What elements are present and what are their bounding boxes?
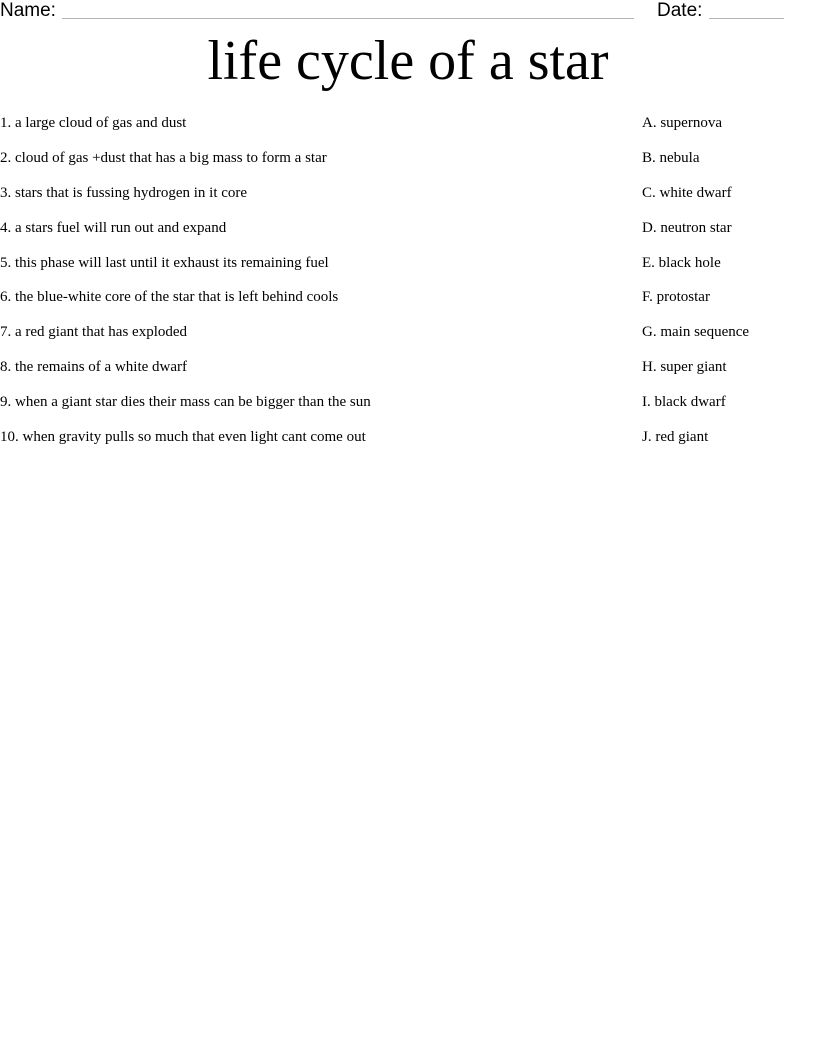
question-item: 3. stars that is fussing hydrogen in it core [0, 184, 248, 201]
question-item: 8. the remains of a white dwarf [0, 359, 188, 376]
answer-item: I. black dwarf [642, 394, 726, 411]
answer-item: E. black hole [642, 254, 721, 271]
answer-item: A. supernova [642, 115, 722, 131]
name-label: Name: [0, 0, 56, 21]
answer-list [642, 113, 812, 462]
worksheet-header [0, 0, 816, 24]
question-item: 1. a large cloud of gas and dust [0, 115, 187, 131]
question-item: 10. when gravity pulls so much that even light cant come out [0, 429, 366, 446]
name-blank-line [62, 18, 634, 19]
answer-item: D. neutron star [642, 219, 732, 236]
answer-item: F. protostar [642, 289, 710, 306]
question-item: 6. the blue-white core of the star that is left behind cools [0, 289, 339, 306]
question-item: 7. a red giant that has exploded [0, 324, 188, 341]
question-item: 5. this phase will last until it exhaust its remaining fuel [0, 254, 329, 271]
answer-item: H. super giant [642, 359, 727, 376]
answer-item: B. nebula [642, 149, 700, 166]
worksheet-title: life cycle of a star [207, 30, 609, 92]
answer-item: G. main sequence [642, 324, 750, 341]
question-item: 2. cloud of gas +dust that has a big mass to form a star [0, 149, 327, 166]
date-label: Date: [657, 0, 703, 21]
date-blank-line [709, 18, 784, 19]
question-item: 4. a stars fuel will run out and expand [0, 219, 227, 236]
answer-item: J. red giant [642, 429, 709, 446]
answer-item: C. white dwarf [642, 184, 732, 201]
question-item: 9. when a giant star dies their mass can be bigger than the sun [0, 394, 371, 411]
question-list [0, 113, 620, 462]
